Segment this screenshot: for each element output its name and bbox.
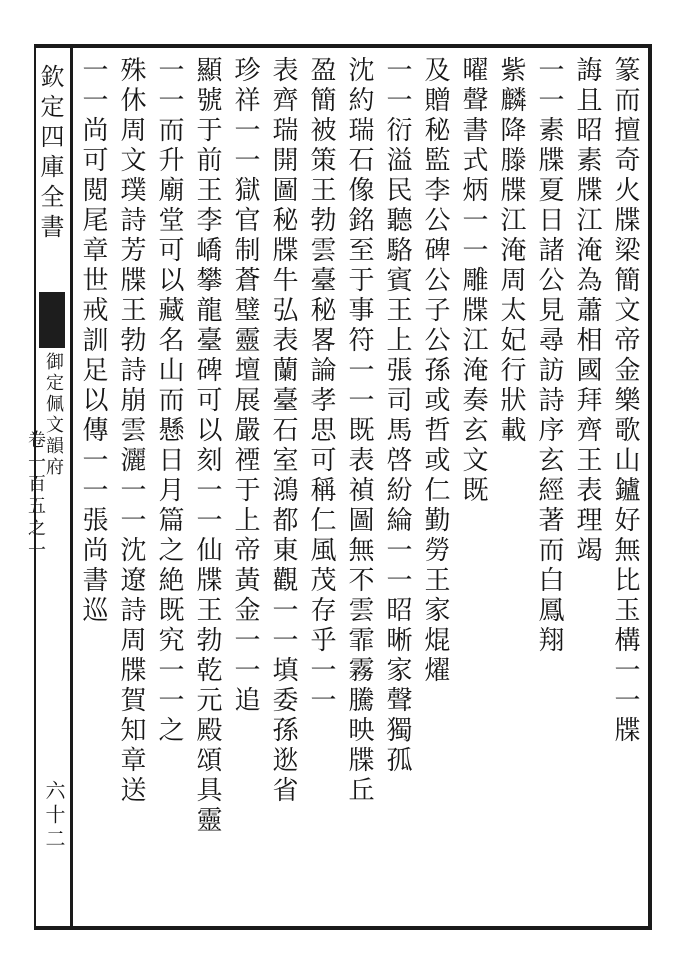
text-column-8: 沈約瑞石像銘至于事符一一既表禎圖無不雲霏霧騰映牒丘 — [344, 56, 374, 806]
text-column-11: 珍祥一一獄官制蒼璧靈壇展嚴禋于上帝黃金一一追 — [230, 56, 260, 716]
text-column-5: 曜聲書式炳一一雕牒江淹奏玄文既 — [458, 56, 488, 506]
book-title: 欽定四庫全書 — [36, 64, 64, 244]
text-column-2: 誨且昭素牒江淹為蕭相國拜齊王表理竭 — [572, 56, 602, 566]
text-column-6: 及贈秘監李公碑公子公孫或哲或仁勤勞王家焜燿 — [420, 56, 450, 686]
frame-bottom-rule — [34, 926, 650, 930]
text-column-1: 篆而擅奇火牒梁簡文帝金樂歌山鑪好無比玉構一一牒 — [610, 56, 640, 746]
volume-label: 卷一百五之一 — [25, 430, 46, 562]
text-column-12: 顯號于前王李嶠攀龍臺碑可以刻一一仙牒王勃乾元殿頌具靈 — [192, 56, 222, 836]
text-column-9: 盈簡被策王勃雲臺秘畧論孝思可稱仁風茂存乎一一 — [306, 56, 336, 716]
fish-tail-mark — [39, 292, 65, 348]
frame-top-rule — [34, 44, 650, 48]
text-column-7: 一一衍溢民聽駱賓王上張司馬啓紛綸一一昭晰家聲獨孤 — [382, 56, 412, 776]
text-column-4: 紫麟降滕牒江淹周太妃行狀載 — [496, 56, 526, 446]
text-column-14: 殊休周文璞詩芳牒王勃詩崩雲灑一一沈遼詩周牒賀知章送 — [116, 56, 146, 806]
sub-title: 御定佩文韻府 — [43, 352, 64, 478]
page-number: 六十二 — [42, 780, 66, 852]
gutter-right-rule — [70, 44, 73, 930]
text-column-10: 表齊瑞開圖秘牒牛弘表蘭臺石室鴻都東觀一一填委孫逖省 — [268, 56, 298, 806]
text-column-15: 一一尚可閲尾章世戒訓足以傳一一張尚書巡 — [78, 56, 108, 626]
text-column-3: 一一素牒夏日諸公見尋訪詩序玄經著而白鳳翔 — [534, 56, 564, 656]
text-column-13: 一一而升廟堂可以藏名山而懸日月篇之絶既究一一之 — [154, 56, 184, 746]
frame-right-rule — [648, 44, 652, 930]
